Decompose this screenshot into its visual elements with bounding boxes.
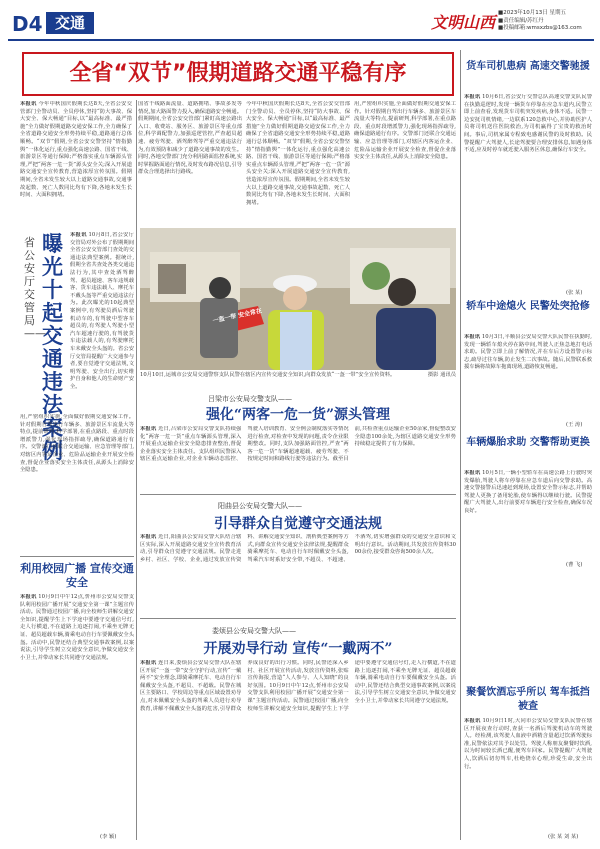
- photo-illustration: [140, 228, 456, 370]
- sash-text: 一盔一带 安全常在: [212, 307, 263, 325]
- right-author-2: (王 涛): [566, 422, 583, 428]
- date-line: ■2023年10月13日 星期五 ■责任编辑/苏红丹 ■投稿邮箱:wmsxzbs@163.com: [498, 10, 582, 31]
- loufan-title: 开展劝导行动 宣传“一戴两不”: [203, 641, 393, 657]
- right-title-2: 轿车中途熄火 民警处突抢修: [466, 301, 590, 312]
- divider: [140, 618, 456, 619]
- masthead-rule: [8, 39, 594, 41]
- headline: 全省“双节”假期道路交通平稳有序: [69, 61, 407, 86]
- lvliang-title: 强化“两客一危一货”源头管理: [205, 407, 391, 423]
- loufan-text: 本报讯 连日来,娄烦县公安局交警大队在辖区开展“一盔一带”安全守护行动,宣传“一戴两不”安全理念,即骑乘摩托车、电动自行车佩戴安全头盔,不超员、不超载。民警在城区主要路口、学校周边等重点区域设置劝导点,对未佩戴安全头盔的驾乘人员进行劝导教育,讲解不佩戴安全头盔的危害,引导群众养成良好的出行习惯。同时,民警还深入乡村、社区开展宣传活动,发放宣传资料,张贴宣传海报,营造“人人参与、人人知晓”的良好氛围。10月9日中午12点,忻州市公安局交警支队利用校园广播开展“交通安全第一课”主题宣传活动。民警通过校园广播,向全校师生讲解交通安全知识,提醒学生上下学途中要遵守交通信号灯,走人行横道,不在道路上追逐打闹,不乘坐无牌无证、超员超载车辆,骑乘电动自行车要佩戴安全头盔。活动中,民警还结合典型交通事故案例,以案说法,引导学生树立交通安全意识,争做交通安全小卫士,并带动家长共同遵守交通法规。: [140, 660, 456, 712]
- divider: [20, 556, 134, 557]
- right-text-2: 本报讯 10月3日,平顺县公安局交警大队民警在执勤时,发现一辆轿车熄火停在路中间,驾驶人正焦急地打电话求助。民警立即上前了解情况,并在车后方设置警示标志,疏导过往车辆,防止发生二次事故。随后,民警联系救援车辆将故障车拖离现场,道路恢复畅通。: [464, 334, 592, 371]
- right-text-1: 本报讯 10月6日,省公安厅交警总队高速交警支队民警在执勤巡逻时,发现一辆货车停靠在应急车道内,民警立即上前查看,发现货车司机突发疾病,身体不适。民警一边安抚司机情绪,一边联系120急救中心,并协助医护人员将司机送往医院救治,为司机赢得了宝贵的救治时间。事后,司机家属专程致电感谢民警的及时救助。民警提醒广大驾驶人,长途驾驶要合理安排休息,如遇身体不适,应及时停车就近驶入服务区休息,确保行车安全。: [464, 94, 592, 154]
- section-tag: 交通: [46, 12, 94, 34]
- center-text-left: 国省干线路面流量、道路拥堵、事故多发等情况,加大路面警力投入,确保道路安全畅通。假期期间,全省公安交管部门紧盯高速公路出入口、收费站、服务区、旅游景区等重点部位,科学调配警力,加强巡逻管控,严查超员超速、疲劳驾驶、酒驾醉驾等严重交通违法行为,有效预防和减少了道路交通事故的发生。同时,各地交警部门充分利用路面监控系统,实时掌握路面通行情况,及时发布路况信息,引导群众合理选择出行路线。: [138, 101, 242, 176]
- column-rule: [460, 50, 461, 840]
- sidebar-text: 本报讯 10月8日,省公安厅交管局对外公布了假期期间全省公安交管部门查处的交通违法典型案例。据统计,假期全省共查处各类交通违法行为,其中查处酒驾醉驾、超员超速、客车违规载客、货车违法载人、摩托车不戴头盔等严重交通违法行为。此次曝光的10起典型案例中,有驾驶员酒后驾驶机动车的,有驾驶中型客车超员的,有驾驶人驾驶小型汽车超速行驶的,有驾驶货车违法载人的,有驾驶摩托车未戴安全头盔的。省公安厅交管局提醒广大交通参与者,要自觉遵守交通法规,文明驾驶、安全出行,切实维护自身和他人的生命财产安全。: [70, 232, 134, 390]
- right-author-4: (张 某 刘 某): [548, 834, 579, 840]
- headline-box: [22, 52, 454, 96]
- right-author-1: (张 某): [566, 290, 583, 296]
- campus-title: 利用校园广播 宣传交通安全: [20, 562, 134, 589]
- news-photo: [140, 228, 456, 370]
- right-title-4: 聚餐饮酒忘乎所以 驾车抵挡被查: [466, 687, 590, 712]
- lvliang-text: 本报讯 近日,吕梁市公安局交警支队持续强化“两客一危一货”重点车辆源头管理,深入开展重点运输企业安全隐患排查整治,督促企业落实安全主体责任。支队组织民警深入辖区重点运输企业,对企业车辆动态监控、驾驶人培训教育、安全例会制度落实等情况进行检查,对检查中发现的问题,责令企业限期整改。同时,支队加强路面管控,严查“两客一危一货”车辆超速超载、疲劳驾驶、不按规定时间和路线行驶等违法行为。截至目前,共检查重点运输企业50余家,督促整改安全隐患100余处,为辖区道路交通安全形势持续稳定提供了有力保障。: [140, 426, 456, 463]
- masthead-logo: 文明山西: [431, 13, 496, 32]
- campus-author: (李 颖): [100, 834, 117, 840]
- lvliang-kicker: 吕梁市公安局交警支队——: [208, 395, 292, 403]
- divider: [140, 494, 456, 495]
- lead-paragraph: 本报讯 今年中秋国庆假期长达8天,全省公安交管部门全警动员、全员停休,坚持“防大事故、保大安全、保大畅通”目标,以“最高标准、最严措施”全力做好假期道路交通安保工作,全力确保了全省道路交通安全形势持续平稳,道路通行总体顺畅。“双节”假期,全省公安交警坚持“情指勤舆”一体化运行,重点强化高速公路、国省干线、旅游景区等通行保障;严格落实重点车辆源头管理,严把“两客一危一货”源头安全关;深入开展道路交通安全宣传教育,营造浓厚宣传氛围。假期期间,全省未发生较大以上道路交通事故,交通事故起数、死亡人数同比均有下降,各地未发生长时间、大面积拥堵。: [20, 101, 132, 199]
- loufan-kicker: 娄烦县公安局交警大队——: [212, 627, 296, 635]
- yangqu-title: 引导群众自觉遵守交通法规: [214, 516, 382, 532]
- right-author-3: (曹 飞): [566, 562, 583, 568]
- sidebar-vertical-title: 曝光十起交通违法案例: [42, 231, 63, 463]
- right-title-3: 车辆爆胎求助 交警帮助更换: [466, 437, 590, 448]
- right-title-1: 货车司机患病 高速交警驰援: [466, 61, 590, 72]
- campus-text: 本报讯 10月9日中午12点,忻州市公安局交警支队利用校园广播开展“交通安全第一课”主题宣传活动。民警通过校园广播,向全校师生讲解交通安全知识,提醒学生上下学途中要遵守交通信号灯,走人行横道,不在道路上追逐打闹,不乘坐无牌无证、超员超载车辆,骑乘电动自行车要佩戴安全头盔。活动中,民警还结合典型交通事故案例,以案说法,引导学生树立交通安全意识,争做交通安全小卫士,并带动家长共同遵守交通法规。: [20, 594, 134, 661]
- yangqu-text: 本报讯 近日,阳曲县公安局交警大队结合辖区实际,深入开展道路交通安全宣传教育活动,引导群众自觉遵守交通法规。民警走进乡村、社区、学校、企业,通过发放宣传资料、讲解交通安全知识、剖析典型案例等方式,向群众宣传交通安全法律法规,提醒群众骑乘摩托车、电动自行车时佩戴安全头盔,驾乘汽车时系好安全带,不超员、不超速、不酒驾,切实增强群众的交通安全意识和文明出行意识。活动期间,共发放宣传资料3000余份,接受群众咨询500余人次。: [140, 534, 456, 563]
- column-rule: [136, 100, 137, 840]
- masthead: [8, 6, 594, 42]
- sidebar-subtitle: 省公安厅交管局——: [24, 236, 46, 340]
- right-text-3: 本报讯 10月5日,一辆小型轿车在高速公路上行驶时突发爆胎,驾驶人将车停靠在应急车道后向交警求助。高速交警接警后迅速赶到现场,设置安全警示标志,并帮助驾驶人更换了备用轮胎,使车辆得以继续行驶。民警提醒广大驾驶人,出行前要对车辆进行安全检查,确保车况良好。: [464, 470, 592, 514]
- center-text-mid: 今年中秋国庆假期长达8天,全省公安交管部门全警动员、全员停休,坚持“防大事故、保大安全、保大畅通”目标,以“最高标准、最严措施”全力做好假期道路交通安保工作,全力确保了全省道路交通安全形势持续平稳,道路通行总体顺畅。“双节”假期,全省公安交警坚持“情指勤舆”一体化运行,重点强化高速公路、国省干线、旅游景区等通行保障;严格落实重点车辆源头管理,严把“两客一危一货”源头安全关;深入开展道路交通安全宣传教育,营造浓厚宣传氛围。假期期间,全省未发生较大以上道路交通事故,交通事故起数、死亡人数同比均有下降,各地未发生长时间、大面积拥堵。: [246, 101, 350, 206]
- right-text-4: 本报讯 10月9日1时,大同市公安局交警支队民警在辖区开展夜查行动时,查获一名酒后驾驶机动车的驾驶人。经检测,该驾驶人血液中酒精含量超过饮酒驾驶标准,民警依法对其予以处罚。驾驶人称朋友聚餐时饮酒,以为时间较长酒已醒,便驾车回家。民警提醒广大驾驶人,饮酒后切勿驾车,杜绝侥幸心理,珍爱生命,安全出行。: [464, 718, 592, 770]
- yangqu-kicker: 阳曲县公安局交警大队——: [218, 502, 302, 510]
- page-number: D4: [12, 12, 43, 36]
- photo-caption: 10月10日,运城市公安局交通警察支队民警在辖区内宣传交通安全知识,向群众发放“一盔一带”安全宣传资料。 摄影 通讯员: [140, 372, 456, 378]
- center-text-right: 用,严密组织实施,全面做好假期交通安保工作。针对假期自驾出行车辆多、旅游景区车流量大等特点,提前研判,科学部署,在重点路段、重点时段增派警力,强化现场指挥疏导,确保道路通行有序。交警部门还联合交通运输、应急管理等部门,对辖区内客运企业、危险品运输企业开展安全检查,督促企业落实安全主体责任,从源头上消除安全隐患。: [354, 101, 456, 161]
- sidebar-text-cont: 用,严密组织实施,全面做好假期交通安保工作。针对假期自驾出行车辆多、旅游景区车流量大等特点,提前研判,科学部署,在重点路段、重点时段增派警力,强化现场指挥疏导,确保道路通行有序。交警部门还联合交通运输、应急管理等部门,对辖区内客运企业、危险品运输企业开展安全检查,督促企业落实安全主体责任,从源头上消除安全隐患。: [20, 414, 134, 474]
